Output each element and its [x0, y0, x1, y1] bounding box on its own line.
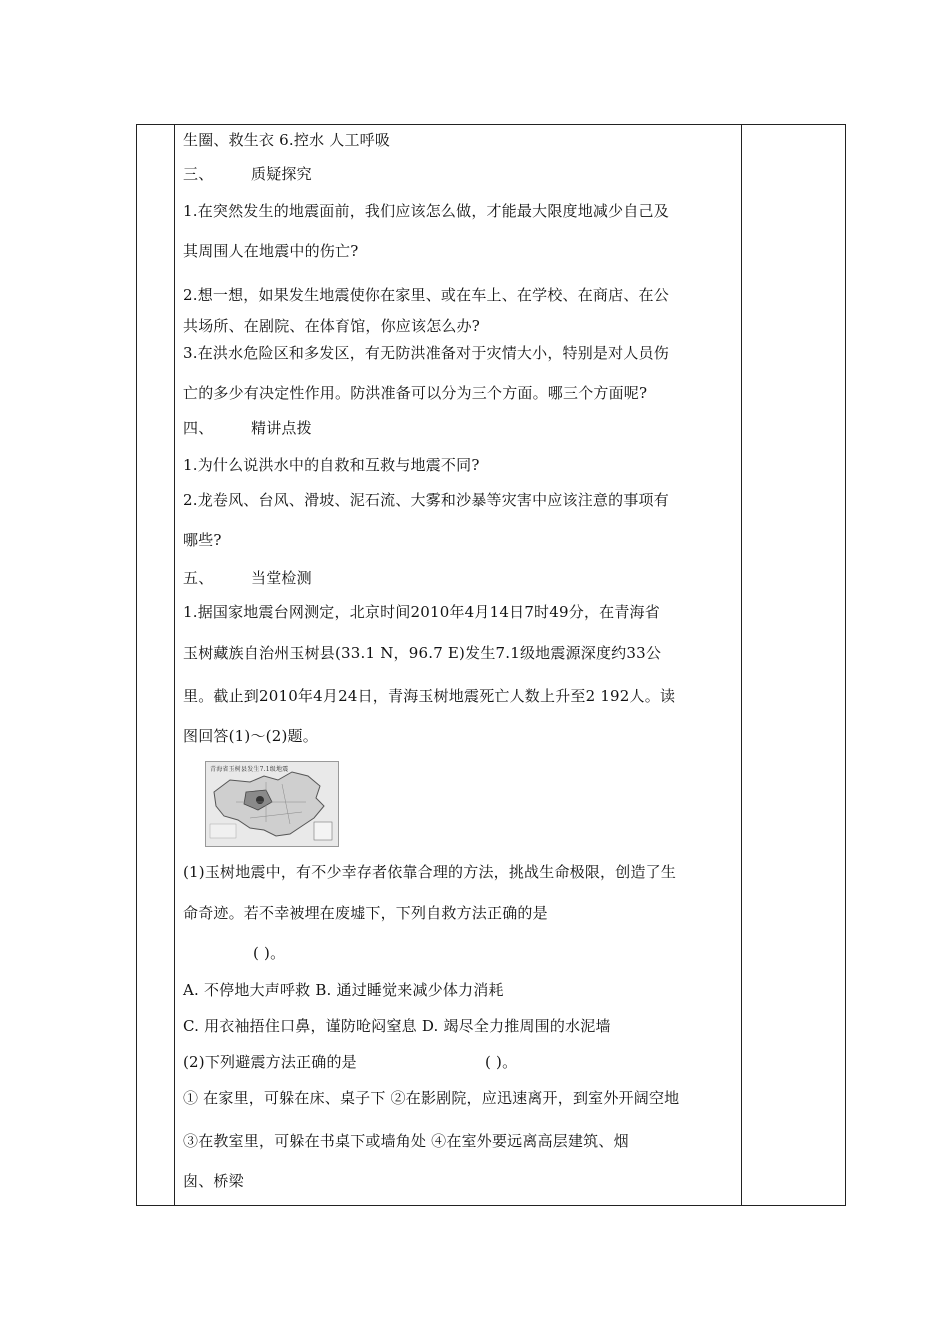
table-divider-left	[174, 125, 175, 1205]
text-line: 玉树藏族自治州玉树县(33.1 N，96.7 E)发生7.1级地震源深度约33公	[183, 644, 662, 662]
option-line: ③在教室里，可躲在书桌下或墙角处 ④在室外要远离高层建筑、烟	[183, 1132, 629, 1150]
answer-blank: ( )。	[253, 944, 286, 962]
answer-blank: ( )。	[485, 1053, 518, 1071]
text-line: (2)下列避震方法正确的是	[183, 1053, 357, 1071]
option-line: A. 不停地大声呼救 B. 通过睡觉来减少体力消耗	[183, 981, 504, 999]
text-line: 1.为什么说洪水中的自救和互救与地震不同?	[183, 456, 480, 474]
china-map-icon	[206, 762, 338, 846]
text-line: 2.想一想，如果发生地震使你在家里、或在车上、在学校、在商店、在公	[183, 286, 669, 304]
section-heading: 三、 质疑探究	[183, 165, 312, 183]
text-line: 共场所、在剧院、在体育馆，你应该怎么办?	[183, 317, 481, 335]
map-title: 青海省玉树县发生7.1级地震	[210, 766, 289, 773]
text-line: 其周围人在地震中的伤亡?	[183, 242, 359, 260]
text-line: (1)玉树地震中，有不少幸存者依靠合理的方法，挑战生命极限，创造了生	[183, 863, 677, 881]
text-line: 里。截止到2010年4月24日，青海玉树地震死亡人数上升至2 192人。读	[183, 687, 676, 705]
text-line: 亡的多少有决定性作用。防洪准备可以分为三个方面。哪三个方面呢?	[183, 384, 648, 402]
option-line: ① 在家里，可躲在床、桌子下 ②在影剧院，应迅速离开，到室外开阔空地	[183, 1089, 680, 1107]
text-line: 2.龙卷风、台风、滑坡、泥石流、大雾和沙暴等灾害中应该注意的事项有	[183, 491, 669, 509]
text-line: 3.在洪水危险区和多发区，有无防洪准备对于灾情大小，特别是对人员伤	[183, 344, 669, 362]
text-line: 1.据国家地震台网测定，北京时间2010年4月14日7时49分，在青海省	[183, 603, 660, 621]
section-heading: 四、 精讲点拨	[183, 419, 312, 437]
text-line: 1.在突然发生的地震面前，我们应该怎么做，才能最大限度地减少自己及	[183, 202, 669, 220]
text-line: 生圈、救生衣 6.控水 人工呼吸	[183, 131, 391, 149]
table-divider-right	[741, 125, 742, 1205]
yushu-earthquake-map	[205, 761, 339, 847]
option-line: 囱、桥梁	[183, 1172, 244, 1190]
text-line: 命奇迹。若不幸被埋在废墟下，下列自救方法正确的是	[183, 904, 548, 922]
text-line: 图回答(1)～(2)题。	[183, 727, 318, 745]
lesson-table	[136, 124, 846, 1206]
option-line: C. 用衣袖捂住口鼻，谨防呛闷窒息 D. 竭尽全力推周围的水泥墙	[183, 1017, 611, 1035]
section-heading: 五、 当堂检测	[183, 569, 312, 587]
text-line: 哪些?	[183, 531, 222, 549]
